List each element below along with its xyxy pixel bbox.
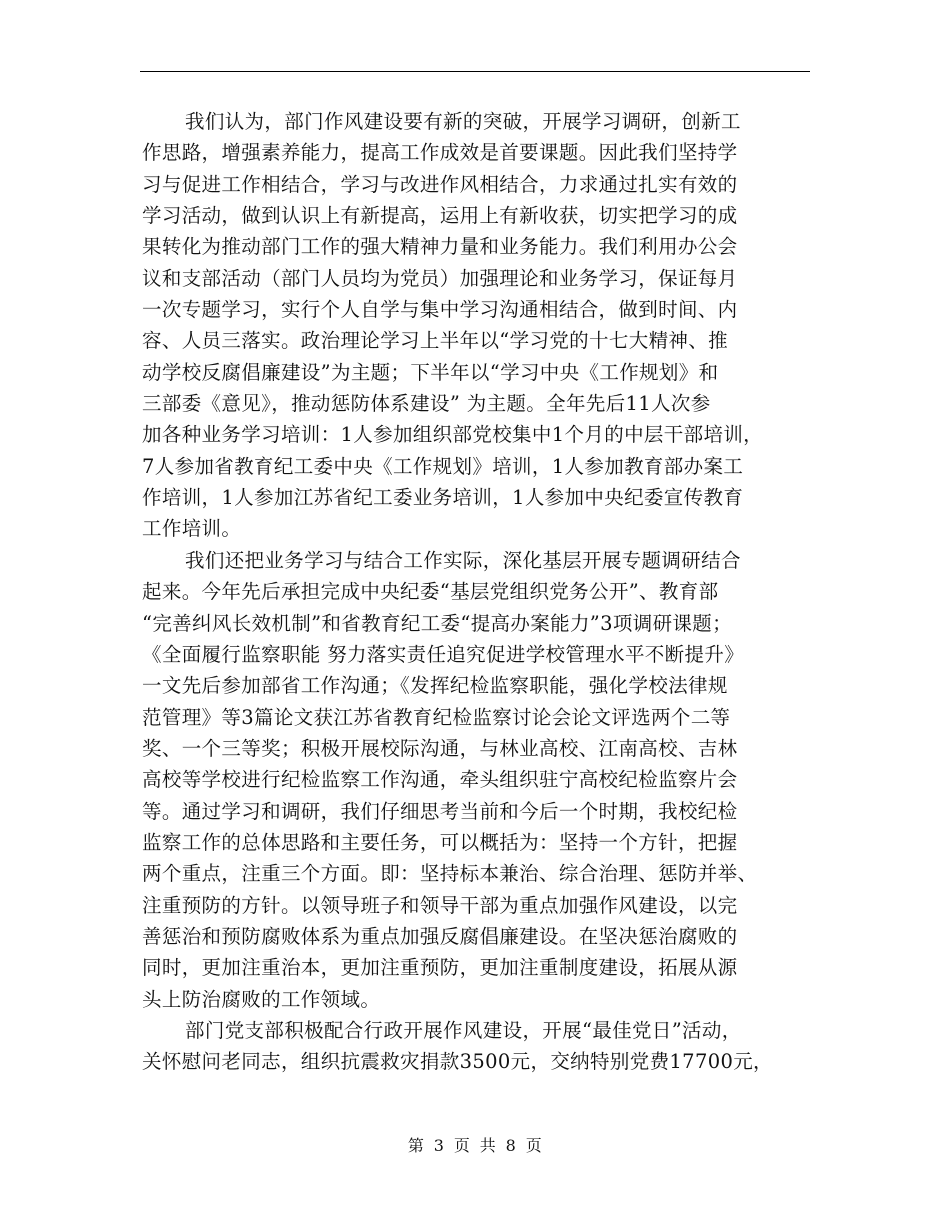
text-line: 议和支部活动（部门人员均为党员）加强理论和业务学习，保证每月 (142, 266, 738, 290)
text-line: 善惩治和预防腐败体系为重点加强反腐倡廉建设。在坚决惩治腐败的 (142, 924, 738, 948)
footer-page-unit: 页 (453, 1136, 471, 1155)
paragraph-first-line: 我们还把业务学习与结合工作实际，深化基层开展专题调研结合 (185, 548, 741, 572)
text-line: 注重预防的方针。以领导班子和领导干部为重点加强作风建设，以完 (142, 893, 738, 917)
text-line: 容、人员三落实。政治理论学习上半年以“学习党的十七大精神、推 (142, 329, 728, 353)
text-line: 奖、一个三等奖；积极开展校际沟通，与林业高校、江南高校、吉林 (142, 736, 738, 760)
text-line: 高校等学校进行纪检监察工作沟通，牵头组织驻宁高校纪检监察片会 (142, 768, 738, 792)
footer-current-page: 3 (433, 1136, 445, 1155)
header-rule (140, 71, 810, 72)
body-text (142, 106, 816, 1078)
text-line: 作思路，增强素养能力，提高工作成效是首要课题。因此我们坚持学 (142, 141, 738, 165)
paragraph-first-line: 我们认为，部门作风建设要有新的突破，开展学习调研，创新工 (185, 110, 741, 133)
text-line: 工作培训。 (142, 517, 242, 541)
text-line: 三部委《意见》，推动惩防体系建设” 为主题。全年先后11人次参 (142, 392, 711, 416)
text-line: 习与促进工作相结合，学习与改进作风相结合，力求通过扎实有效的 (142, 172, 738, 196)
text-line: 一次专题学习，实行个人自学与集中学习沟通相结合，做到时间、内 (142, 298, 738, 322)
page-footer (0, 1133, 950, 1156)
text-line: 果转化为推动部门工作的强大精神力量和业务能力。我们利用办公会 (142, 235, 738, 259)
footer-prefix: 第 (407, 1136, 425, 1155)
text-line: 起来。今年先后承担完成中央纪委“基层党组织党务公开”、教育部 (142, 580, 719, 604)
paragraph-first-line: 部门党支部积极配合行政开展作风建设，开展“最佳党日”活动， (185, 1018, 742, 1042)
footer-suffix: 页 (525, 1136, 543, 1155)
text-line: 作培训，1人参加江苏省纪工委业务培训，1人参加中央纪委宣传教育 (142, 486, 744, 510)
text-line: 等。通过学习和调研，我们仔细思考当前和今后一个时期，我校纪检 (142, 799, 738, 823)
text-line: 头上防治腐败的工作领域。 (142, 987, 381, 1011)
text-line: “完善纠风长效机制”和省教育纪工委“提高办案能力”3项调研课题； (142, 611, 732, 635)
text-line: 同时，更加注重治本，更加注重预防，更加注重制度建设，拓展从源 (142, 956, 738, 980)
text-line: 一文先后参加部省工作沟通；《发挥纪检监察职能，强化学校法律规 (142, 674, 728, 698)
text-line: 加各种业务学习培训：1人参加组织部党校集中1个月的中层干部培训， (142, 423, 764, 447)
footer-total-pages: 8 (505, 1136, 517, 1155)
text-line: 范管理》等3篇论文获江苏省教育纪检监察讨论会论文评选两个二等 (142, 705, 731, 729)
text-line: 关怀慰问老同志，组织抗震救灾捐款3500元，交纳特别党费17700元， (142, 1050, 773, 1074)
text-line: 学习活动，做到认识上有新提高，运用上有新收获，切实把学习的成 (142, 204, 738, 228)
text-line: 《全面履行监察职能 努力落实责任追究促进学校管理水平不断提升》 (142, 642, 745, 666)
text-line: 两个重点，注重三个方面。即：坚持标本兼治、综合治理、惩防并举、 (142, 862, 758, 886)
text-line: 监察工作的总体思路和主要任务，可以概括为：坚持一个方针，把握 (142, 830, 738, 854)
footer-total-label: 共 (479, 1136, 497, 1155)
text-line: 7人参加省教育纪工委中央《工作规划》培训，1人参加教育部办案工 (142, 454, 744, 478)
text-line: 动学校反腐倡廉建设”为主题；下半年以“学习中央《工作规划》和 (142, 360, 719, 384)
